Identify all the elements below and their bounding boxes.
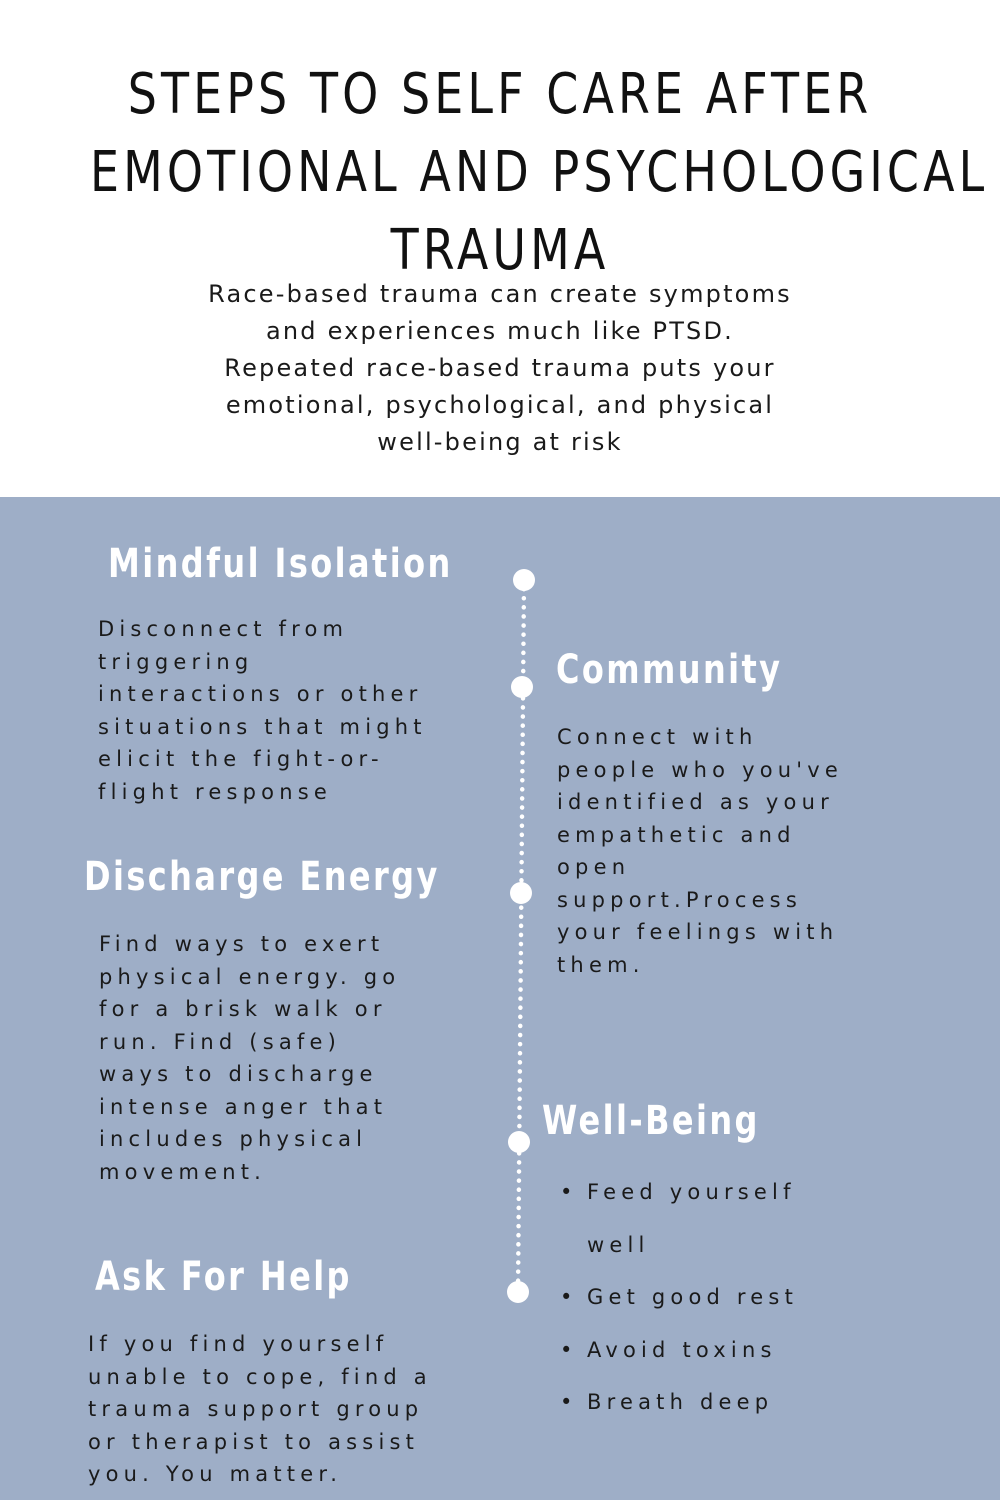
text-community <box>557 721 843 981</box>
text-line: support.Process <box>557 887 802 912</box>
intro-line: well-being at risk <box>377 428 623 456</box>
heading-ask-for-help: Ask For Help <box>95 1254 352 1300</box>
list-item <box>560 1271 798 1324</box>
heading-discharge-energy: Discharge Energy <box>84 854 440 900</box>
page-title <box>90 56 989 290</box>
text-line: or therapist to assist <box>88 1429 420 1454</box>
list-item <box>560 1376 798 1429</box>
list-item <box>560 1166 798 1271</box>
text-line: your feelings with <box>557 920 839 944</box>
text-line: unable to cope, find a <box>88 1364 432 1389</box>
heading-mindful-isolation: Mindful Isolation <box>108 541 453 587</box>
text-line: Find ways to exert <box>99 932 385 956</box>
title-line: EMOTIONAL AND PSYCHOLOGICAL <box>90 140 989 205</box>
list-item-line: Breath deep <box>587 1390 774 1414</box>
text-line: people who you've <box>557 757 843 782</box>
intro-line: and experiences much like PTSD. <box>265 317 734 345</box>
heading-community: Community <box>556 647 783 693</box>
text-line: flight response <box>98 779 332 804</box>
text-line: physical energy. go <box>99 964 401 989</box>
text-line: Disconnect from <box>98 617 349 641</box>
list-item-line: • Feed yourself <box>587 1180 796 1204</box>
text-line: intense anger that <box>99 1094 388 1119</box>
text-mindful-isolation <box>98 613 427 808</box>
text-line: triggering <box>98 649 254 674</box>
heading-well-being: Well-Being <box>542 1098 760 1144</box>
text-line: run. Find (safe) <box>99 1029 342 1054</box>
text-line: trauma support group <box>88 1397 424 1421</box>
text-line: Connect with <box>557 725 758 749</box>
text-line: If you find yourself <box>88 1332 389 1356</box>
text-line: movement. <box>99 1159 267 1184</box>
list-item-line: well <box>587 1232 650 1257</box>
intro-line: emotional, psychological, and physical <box>225 391 775 419</box>
title-line: STEPS TO SELF CARE AFTER <box>127 62 873 127</box>
intro-line: Repeated race-based trauma puts your <box>224 354 776 382</box>
text-line: open <box>557 855 631 879</box>
text-line: you. You matter. <box>88 1462 343 1486</box>
list-item-line: Get good rest <box>587 1285 799 1309</box>
list-item <box>560 1324 798 1377</box>
text-line: situations that might <box>98 714 427 739</box>
text-line: them. <box>557 952 645 977</box>
well-being-list <box>560 1166 798 1429</box>
text-ask-for-help <box>88 1328 432 1491</box>
title-line: TRAUMA <box>390 218 610 283</box>
text-line: interactions or other <box>98 682 423 706</box>
text-line: ways to discharge <box>99 1062 378 1086</box>
text-line: identified as your <box>557 790 834 814</box>
text-line: includes physical <box>99 1127 368 1151</box>
text-discharge-energy <box>99 928 400 1188</box>
text-line: elicit the fight-or- <box>98 747 384 771</box>
text-line: empathetic and <box>557 822 796 847</box>
intro-line: Race-based trauma can create symptoms <box>208 280 792 308</box>
list-item-line: Avoid toxins <box>587 1337 777 1362</box>
text-line: for a brisk walk or <box>99 997 387 1021</box>
header-section <box>0 0 1000 497</box>
intro-text <box>0 276 1000 461</box>
